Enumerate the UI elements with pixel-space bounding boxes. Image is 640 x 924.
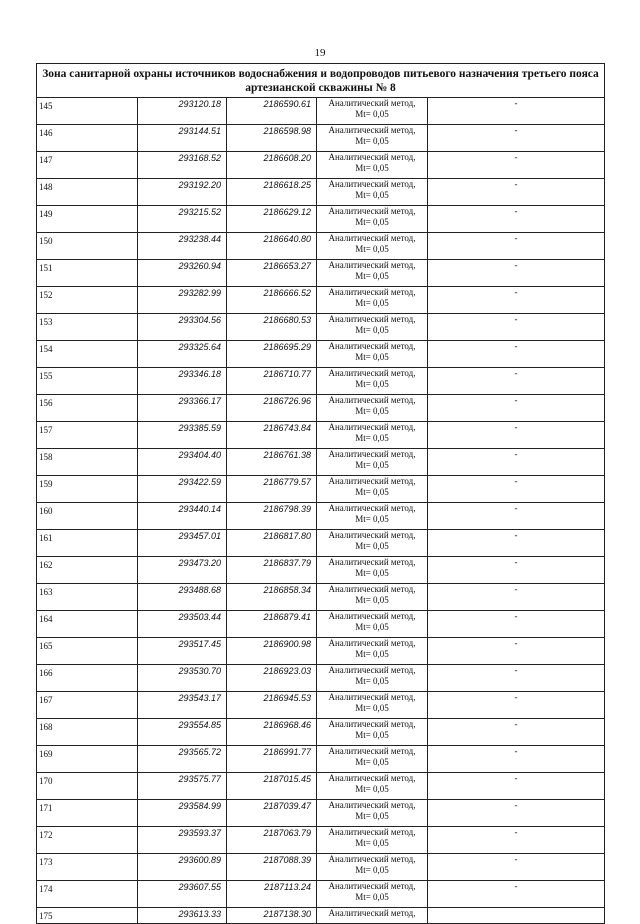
method-cell <box>317 449 428 476</box>
accuracy-label: Mt= 0,05 <box>355 325 389 335</box>
point-number-cell: 170 <box>37 773 138 800</box>
y-coordinate-cell: 2187138.30 <box>227 908 317 924</box>
table-row <box>37 908 605 924</box>
method-cell <box>317 881 428 908</box>
method-cell <box>317 314 428 341</box>
accuracy-label: Mt= 0,05 <box>355 892 389 902</box>
method-cell <box>317 98 428 125</box>
note-cell: - <box>428 692 605 719</box>
y-coordinate-cell: 2186945.53 <box>227 692 317 719</box>
method-label: Аналитический метод, <box>328 746 416 756</box>
accuracy-label: Mt= 0,05 <box>355 460 389 470</box>
method-label: Аналитический метод, <box>328 152 416 162</box>
y-coordinate-cell: 2187015.45 <box>227 773 317 800</box>
x-coordinate-cell: 293554.85 <box>138 719 227 746</box>
method-label: Аналитический метод, <box>328 503 416 513</box>
y-coordinate-cell: 2186598.98 <box>227 125 317 152</box>
accuracy-label: Mt= 0,05 <box>355 622 389 632</box>
table-row <box>37 206 605 233</box>
y-coordinate-cell: 2186879.41 <box>227 611 317 638</box>
table-row <box>37 368 605 395</box>
accuracy-label: Mt= 0,05 <box>355 271 389 281</box>
point-number-cell: 155 <box>37 368 138 395</box>
table-row <box>37 557 605 584</box>
method-label: Аналитический метод, <box>328 773 416 783</box>
point-number-cell: 169 <box>37 746 138 773</box>
accuracy-label: Mt= 0,05 <box>355 217 389 227</box>
accuracy-label: Mt= 0,05 <box>355 730 389 740</box>
point-number-cell: 151 <box>37 260 138 287</box>
y-coordinate-cell: 2186640.80 <box>227 233 317 260</box>
table-header-row <box>37 64 605 98</box>
method-cell <box>317 206 428 233</box>
point-number-cell: 165 <box>37 638 138 665</box>
method-cell <box>317 233 428 260</box>
y-coordinate-cell: 2186817.80 <box>227 530 317 557</box>
method-cell <box>317 557 428 584</box>
accuracy-label: Mt= 0,05 <box>355 757 389 767</box>
method-label: Аналитический метод, <box>328 638 416 648</box>
y-coordinate-cell: 2186710.77 <box>227 368 317 395</box>
y-coordinate-cell: 2187063.79 <box>227 827 317 854</box>
x-coordinate-cell: 293120.18 <box>138 98 227 125</box>
table-row <box>37 530 605 557</box>
table-row <box>37 773 605 800</box>
point-number-cell: 156 <box>37 395 138 422</box>
method-cell <box>317 827 428 854</box>
coordinates-table <box>36 63 605 924</box>
x-coordinate-cell: 293346.18 <box>138 368 227 395</box>
method-cell <box>317 665 428 692</box>
method-label: Аналитический метод, <box>328 854 416 864</box>
note-cell <box>428 908 605 924</box>
point-number-cell: 161 <box>37 530 138 557</box>
y-coordinate-cell: 2186858.34 <box>227 584 317 611</box>
method-cell <box>317 422 428 449</box>
table-row <box>37 422 605 449</box>
x-coordinate-cell: 293440.14 <box>138 503 227 530</box>
point-number-cell: 147 <box>37 152 138 179</box>
point-number-cell: 157 <box>37 422 138 449</box>
table-row <box>37 260 605 287</box>
note-cell: - <box>428 530 605 557</box>
x-coordinate-cell: 293404.40 <box>138 449 227 476</box>
table-row <box>37 584 605 611</box>
table-row <box>37 125 605 152</box>
point-number-cell: 175 <box>37 908 138 924</box>
method-label: Аналитический метод, <box>328 98 416 108</box>
method-cell <box>317 287 428 314</box>
x-coordinate-cell: 293473.20 <box>138 557 227 584</box>
y-coordinate-cell: 2186798.39 <box>227 503 317 530</box>
point-number-cell: 145 <box>37 98 138 125</box>
y-coordinate-cell: 2187113.24 <box>227 881 317 908</box>
method-cell <box>317 800 428 827</box>
y-coordinate-cell: 2186743.84 <box>227 422 317 449</box>
method-label: Аналитический метод, <box>328 287 416 297</box>
method-label: Аналитический метод, <box>328 800 416 810</box>
method-cell <box>317 854 428 881</box>
y-coordinate-cell: 2186629.12 <box>227 206 317 233</box>
table-row <box>37 476 605 503</box>
point-number-cell: 173 <box>37 854 138 881</box>
method-cell <box>317 692 428 719</box>
x-coordinate-cell: 293215.52 <box>138 206 227 233</box>
note-cell: - <box>428 638 605 665</box>
note-cell: - <box>428 179 605 206</box>
note-cell: - <box>428 719 605 746</box>
method-label: Аналитический метод, <box>328 449 416 459</box>
note-cell: - <box>428 611 605 638</box>
table-row <box>37 638 605 665</box>
table-row <box>37 449 605 476</box>
method-label: Аналитический метод, <box>328 611 416 621</box>
note-cell: - <box>428 125 605 152</box>
table-row <box>37 719 605 746</box>
x-coordinate-cell: 293260.94 <box>138 260 227 287</box>
x-coordinate-cell: 293325.64 <box>138 341 227 368</box>
method-cell <box>317 125 428 152</box>
accuracy-label: Mt= 0,05 <box>355 379 389 389</box>
table-row <box>37 341 605 368</box>
accuracy-label: Mt= 0,05 <box>355 109 389 119</box>
table-row <box>37 314 605 341</box>
accuracy-label: Mt= 0,05 <box>355 865 389 875</box>
method-cell <box>317 368 428 395</box>
note-cell: - <box>428 287 605 314</box>
method-cell <box>317 503 428 530</box>
accuracy-label: Mt= 0,05 <box>355 244 389 254</box>
page-number: 19 <box>314 47 326 59</box>
point-number-cell: 167 <box>37 692 138 719</box>
table-row <box>37 692 605 719</box>
point-number-cell: 150 <box>37 233 138 260</box>
x-coordinate-cell: 293600.89 <box>138 854 227 881</box>
method-label: Аналитический метод, <box>328 260 416 270</box>
y-coordinate-cell: 2186900.98 <box>227 638 317 665</box>
point-number-cell: 162 <box>37 557 138 584</box>
note-cell: - <box>428 314 605 341</box>
table-body <box>37 64 605 924</box>
y-coordinate-cell: 2186608.20 <box>227 152 317 179</box>
point-number-cell: 168 <box>37 719 138 746</box>
accuracy-label: Mt= 0,05 <box>355 703 389 713</box>
note-cell: - <box>428 854 605 881</box>
method-label: Аналитический метод, <box>328 476 416 486</box>
x-coordinate-cell: 293144.51 <box>138 125 227 152</box>
method-label: Аналитический метод, <box>328 692 416 702</box>
note-cell: - <box>428 800 605 827</box>
table-row <box>37 287 605 314</box>
x-coordinate-cell: 293488.68 <box>138 584 227 611</box>
y-coordinate-cell: 2187039.47 <box>227 800 317 827</box>
accuracy-label: Mt= 0,05 <box>355 595 389 605</box>
table-row <box>37 827 605 854</box>
point-number-cell: 153 <box>37 314 138 341</box>
point-number-cell: 172 <box>37 827 138 854</box>
y-coordinate-cell: 2186653.27 <box>227 260 317 287</box>
note-cell: - <box>428 665 605 692</box>
x-coordinate-cell: 293593.37 <box>138 827 227 854</box>
x-coordinate-cell: 293530.70 <box>138 665 227 692</box>
method-label: Аналитический метод, <box>328 395 416 405</box>
y-coordinate-cell: 2186779.57 <box>227 476 317 503</box>
point-number-cell: 174 <box>37 881 138 908</box>
accuracy-label: Mt= 0,05 <box>355 514 389 524</box>
point-number-cell: 152 <box>37 287 138 314</box>
y-coordinate-cell: 2186695.29 <box>227 341 317 368</box>
x-coordinate-cell: 293457.01 <box>138 530 227 557</box>
point-number-cell: 171 <box>37 800 138 827</box>
point-number-cell: 164 <box>37 611 138 638</box>
accuracy-label: Mt= 0,05 <box>355 568 389 578</box>
note-cell: - <box>428 881 605 908</box>
method-label: Аналитический метод, <box>328 422 416 432</box>
accuracy-label: Mt= 0,05 <box>355 298 389 308</box>
note-cell: - <box>428 827 605 854</box>
method-cell <box>317 584 428 611</box>
accuracy-label: Mt= 0,05 <box>355 190 389 200</box>
method-label: Аналитический метод, <box>328 206 416 216</box>
method-cell <box>317 260 428 287</box>
y-coordinate-cell: 2186991.77 <box>227 746 317 773</box>
x-coordinate-cell: 293238.44 <box>138 233 227 260</box>
x-coordinate-cell: 293304.56 <box>138 314 227 341</box>
note-cell: - <box>428 773 605 800</box>
accuracy-label: Mt= 0,05 <box>355 838 389 848</box>
note-cell: - <box>428 206 605 233</box>
note-cell: - <box>428 584 605 611</box>
y-coordinate-cell: 2186666.52 <box>227 287 317 314</box>
method-cell <box>317 719 428 746</box>
y-coordinate-cell: 2186590.61 <box>227 98 317 125</box>
method-label: Аналитический метод, <box>328 557 416 567</box>
method-label: Аналитический метод, <box>328 719 416 729</box>
y-coordinate-cell: 2186968.46 <box>227 719 317 746</box>
note-cell: - <box>428 422 605 449</box>
method-label: Аналитический метод, <box>328 881 416 891</box>
method-cell <box>317 611 428 638</box>
table-row <box>37 503 605 530</box>
note-cell: - <box>428 341 605 368</box>
method-cell <box>317 395 428 422</box>
method-label: Аналитический метод, <box>328 530 416 540</box>
table-row <box>37 881 605 908</box>
point-number-cell: 158 <box>37 449 138 476</box>
y-coordinate-cell: 2186761.38 <box>227 449 317 476</box>
method-label: Аналитический метод, <box>328 314 416 324</box>
x-coordinate-cell: 293613.33 <box>138 908 227 924</box>
method-cell <box>317 773 428 800</box>
x-coordinate-cell: 293503.44 <box>138 611 227 638</box>
accuracy-label: Mt= 0,05 <box>355 784 389 794</box>
method-cell <box>317 638 428 665</box>
point-number-cell: 166 <box>37 665 138 692</box>
method-cell <box>317 746 428 773</box>
table-row <box>37 179 605 206</box>
note-cell: - <box>428 98 605 125</box>
accuracy-label: Mt= 0,05 <box>355 676 389 686</box>
x-coordinate-cell: 293517.45 <box>138 638 227 665</box>
y-coordinate-cell: 2186923.03 <box>227 665 317 692</box>
table-title: Зона санитарной охраны источников водоснабжения и водопроводов питьевого назначения третьего пояса артезианской скважины № 8 <box>37 64 605 98</box>
accuracy-label: Mt= 0,05 <box>355 352 389 362</box>
method-cell <box>317 908 428 924</box>
table-row <box>37 854 605 881</box>
note-cell: - <box>428 233 605 260</box>
table-row <box>37 233 605 260</box>
accuracy-label: Mt= 0,05 <box>355 541 389 551</box>
method-label: Аналитический метод, <box>328 584 416 594</box>
note-cell: - <box>428 557 605 584</box>
point-number-cell: 154 <box>37 341 138 368</box>
method-cell <box>317 530 428 557</box>
table-row <box>37 800 605 827</box>
x-coordinate-cell: 293543.17 <box>138 692 227 719</box>
x-coordinate-cell: 293607.55 <box>138 881 227 908</box>
x-coordinate-cell: 293575.77 <box>138 773 227 800</box>
method-label: Аналитический метод, <box>328 179 416 189</box>
table-row <box>37 665 605 692</box>
x-coordinate-cell: 293565.72 <box>138 746 227 773</box>
accuracy-label: Mt= 0,05 <box>355 811 389 821</box>
table-row <box>37 152 605 179</box>
point-number-cell: 159 <box>37 476 138 503</box>
note-cell: - <box>428 368 605 395</box>
point-number-cell: 148 <box>37 179 138 206</box>
x-coordinate-cell: 293584.99 <box>138 800 227 827</box>
table-row <box>37 395 605 422</box>
note-cell: - <box>428 260 605 287</box>
note-cell: - <box>428 746 605 773</box>
note-cell: - <box>428 449 605 476</box>
note-cell: - <box>428 395 605 422</box>
accuracy-label: Mt= 0,05 <box>355 136 389 146</box>
accuracy-label: Mt= 0,05 <box>355 406 389 416</box>
note-cell: - <box>428 476 605 503</box>
method-label: Аналитический метод, <box>328 368 416 378</box>
method-label: Аналитический метод, <box>328 827 416 837</box>
accuracy-label: Mt= 0,05 <box>355 163 389 173</box>
note-cell: - <box>428 503 605 530</box>
method-cell <box>317 476 428 503</box>
x-coordinate-cell: 293385.59 <box>138 422 227 449</box>
point-number-cell: 146 <box>37 125 138 152</box>
accuracy-label: Mt= 0,05 <box>355 433 389 443</box>
accuracy-label: Mt= 0,05 <box>355 487 389 497</box>
method-cell <box>317 179 428 206</box>
table-row <box>37 746 605 773</box>
point-number-cell: 149 <box>37 206 138 233</box>
method-label: Аналитический метод, <box>328 665 416 675</box>
method-cell <box>317 152 428 179</box>
table-row <box>37 611 605 638</box>
point-number-cell: 160 <box>37 503 138 530</box>
method-label: Аналитический метод, <box>328 125 416 135</box>
note-cell: - <box>428 152 605 179</box>
x-coordinate-cell: 293282.99 <box>138 287 227 314</box>
method-cell <box>317 341 428 368</box>
method-label: Аналитический метод, <box>328 233 416 243</box>
method-label: Аналитический метод, <box>328 908 416 918</box>
y-coordinate-cell: 2186680.53 <box>227 314 317 341</box>
y-coordinate-cell: 2187088.39 <box>227 854 317 881</box>
x-coordinate-cell: 293366.17 <box>138 395 227 422</box>
x-coordinate-cell: 293422.59 <box>138 476 227 503</box>
accuracy-label: Mt= 0,05 <box>355 649 389 659</box>
method-label: Аналитический метод, <box>328 341 416 351</box>
table-row <box>37 98 605 125</box>
x-coordinate-cell: 293168.52 <box>138 152 227 179</box>
y-coordinate-cell: 2186726.96 <box>227 395 317 422</box>
y-coordinate-cell: 2186837.79 <box>227 557 317 584</box>
y-coordinate-cell: 2186618.25 <box>227 179 317 206</box>
point-number-cell: 163 <box>37 584 138 611</box>
x-coordinate-cell: 293192.20 <box>138 179 227 206</box>
